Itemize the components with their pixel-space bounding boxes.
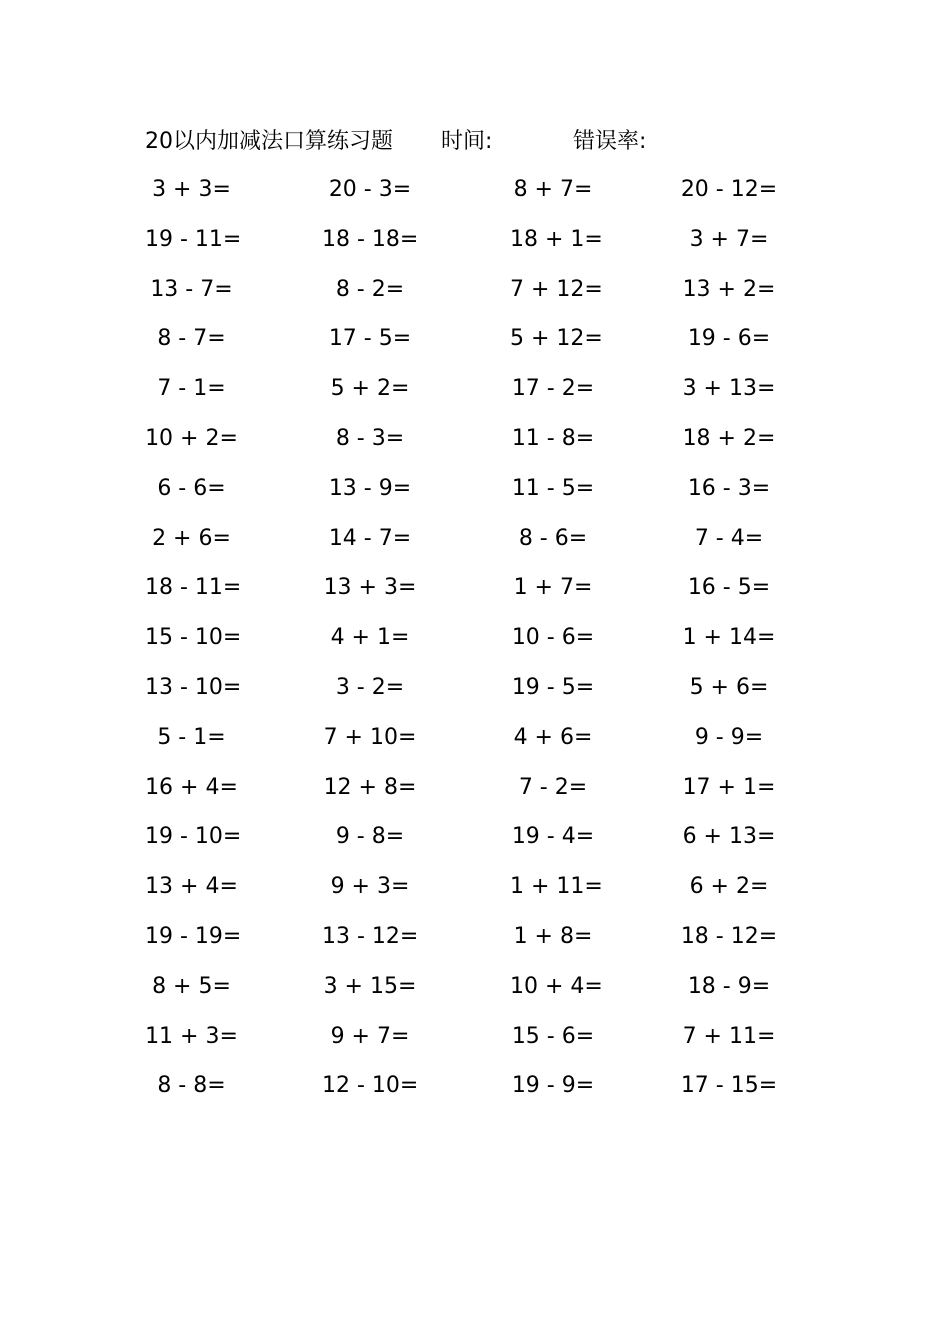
problem-r1-c1: 3 + 3= <box>152 177 231 202</box>
problem-r19-c3: 19 - 9= <box>511 1073 595 1099</box>
problem-r10-c3: 10 - 6= <box>511 625 595 651</box>
problem-r6-c1: 10 + 2= <box>145 426 238 451</box>
problem-r12-c1: 5 - 1= <box>157 724 226 750</box>
problem-r19-c4: 17 - 15= <box>680 1073 778 1099</box>
problem-r8-c2: 14 - 7= <box>328 525 412 551</box>
problem-r3-c1: 13 - 7= <box>150 276 233 302</box>
problem-r9-c2: 13 + 3= <box>323 575 417 601</box>
problem-r18-c1: 11 + 3= <box>145 1023 238 1049</box>
problem-r1-c2: 20 - 3= <box>328 177 412 202</box>
problem-r2-c1: 19 - 11= <box>145 226 242 252</box>
problem-r1-c4: 20 - 12= <box>680 177 778 202</box>
problem-r11-c3: 19 - 5= <box>511 675 595 700</box>
problem-r13-c4: 17 + 1= <box>682 774 776 800</box>
problem-r10-c4: 1 + 14= <box>682 625 776 651</box>
problem-r8-c1: 2 + 6= <box>152 525 231 551</box>
problem-r11-c4: 5 + 6= <box>689 675 769 700</box>
problem-r4-c3: 5 + 12= <box>510 326 603 352</box>
problem-r1-c3: 8 + 7= <box>513 177 593 202</box>
problem-r15-c1: 13 + 4= <box>145 874 238 900</box>
problem-r7-c1: 6 - 6= <box>157 475 226 501</box>
problem-r4-c4: 19 - 6= <box>687 326 771 352</box>
error-rate-label: 错误率: <box>573 129 647 154</box>
problem-r8-c3: 8 - 6= <box>518 525 588 551</box>
problem-r9-c1: 18 - 11= <box>145 575 242 601</box>
problem-r15-c4: 6 + 2= <box>689 874 769 900</box>
problem-r16-c1: 19 - 19= <box>145 924 242 949</box>
problem-r5-c3: 17 - 2= <box>511 376 595 402</box>
problem-r13-c3: 7 - 2= <box>518 774 588 800</box>
time-label: 时间: <box>441 129 493 154</box>
problem-r2-c3: 18 + 1= <box>510 226 603 252</box>
problem-r16-c2: 13 - 12= <box>322 924 419 949</box>
problem-r5-c4: 3 + 13= <box>682 376 776 402</box>
problem-r2-c2: 18 - 18= <box>322 226 419 252</box>
problem-r17-c3: 10 + 4= <box>510 973 603 999</box>
problem-r4-c1: 8 - 7= <box>157 326 226 352</box>
problem-r14-c2: 9 - 8= <box>335 824 405 850</box>
problem-r16-c4: 18 - 12= <box>680 924 778 949</box>
problem-r15-c2: 9 + 3= <box>330 874 410 900</box>
problem-r14-c3: 19 - 4= <box>511 824 595 850</box>
problem-r8-c4: 7 - 4= <box>694 525 764 551</box>
problem-r12-c4: 9 - 9= <box>694 724 764 750</box>
problem-r13-c1: 16 + 4= <box>145 774 238 800</box>
problem-r5-c2: 5 + 2= <box>330 376 410 402</box>
problem-r19-c1: 8 - 8= <box>157 1073 226 1099</box>
worksheet-title: 20以内加减法口算练习题 <box>145 129 393 154</box>
problem-r7-c4: 16 - 3= <box>687 475 771 501</box>
problem-r16-c3: 1 + 8= <box>513 924 593 949</box>
problem-r3-c3: 7 + 12= <box>510 276 603 302</box>
problem-r12-c2: 7 + 10= <box>323 724 417 750</box>
problem-r2-c4: 3 + 7= <box>689 226 769 252</box>
problem-r5-c1: 7 - 1= <box>157 376 226 402</box>
problem-r3-c4: 13 + 2= <box>682 276 776 302</box>
problem-r18-c2: 9 + 7= <box>330 1023 410 1049</box>
problem-r6-c3: 11 - 8= <box>511 426 595 451</box>
problem-r15-c3: 1 + 11= <box>510 874 603 900</box>
problem-r10-c1: 15 - 10= <box>145 625 242 651</box>
problem-r11-c2: 3 - 2= <box>335 675 405 700</box>
problem-r19-c2: 12 - 10= <box>322 1073 419 1099</box>
problem-r9-c4: 16 - 5= <box>687 575 771 601</box>
problem-r10-c2: 4 + 1= <box>330 625 410 651</box>
problem-r6-c2: 8 - 3= <box>335 426 405 451</box>
problem-r17-c2: 3 + 15= <box>323 973 417 999</box>
problem-r18-c4: 7 + 11= <box>682 1023 776 1049</box>
problem-r3-c2: 8 - 2= <box>335 276 405 302</box>
problem-r14-c1: 19 - 10= <box>145 824 242 850</box>
problem-r12-c3: 4 + 6= <box>513 724 593 750</box>
problem-r9-c3: 1 + 7= <box>513 575 593 601</box>
problem-r6-c4: 18 + 2= <box>682 426 776 451</box>
problem-r17-c4: 18 - 9= <box>687 973 771 999</box>
problem-r18-c3: 15 - 6= <box>511 1023 595 1049</box>
problem-r14-c4: 6 + 13= <box>682 824 776 850</box>
problem-r11-c1: 13 - 10= <box>145 675 242 700</box>
problem-r7-c2: 13 - 9= <box>328 475 412 501</box>
problem-r7-c3: 11 - 5= <box>511 475 595 501</box>
problem-r4-c2: 17 - 5= <box>328 326 412 352</box>
problem-r17-c1: 8 + 5= <box>152 973 231 999</box>
problem-r13-c2: 12 + 8= <box>323 774 417 800</box>
